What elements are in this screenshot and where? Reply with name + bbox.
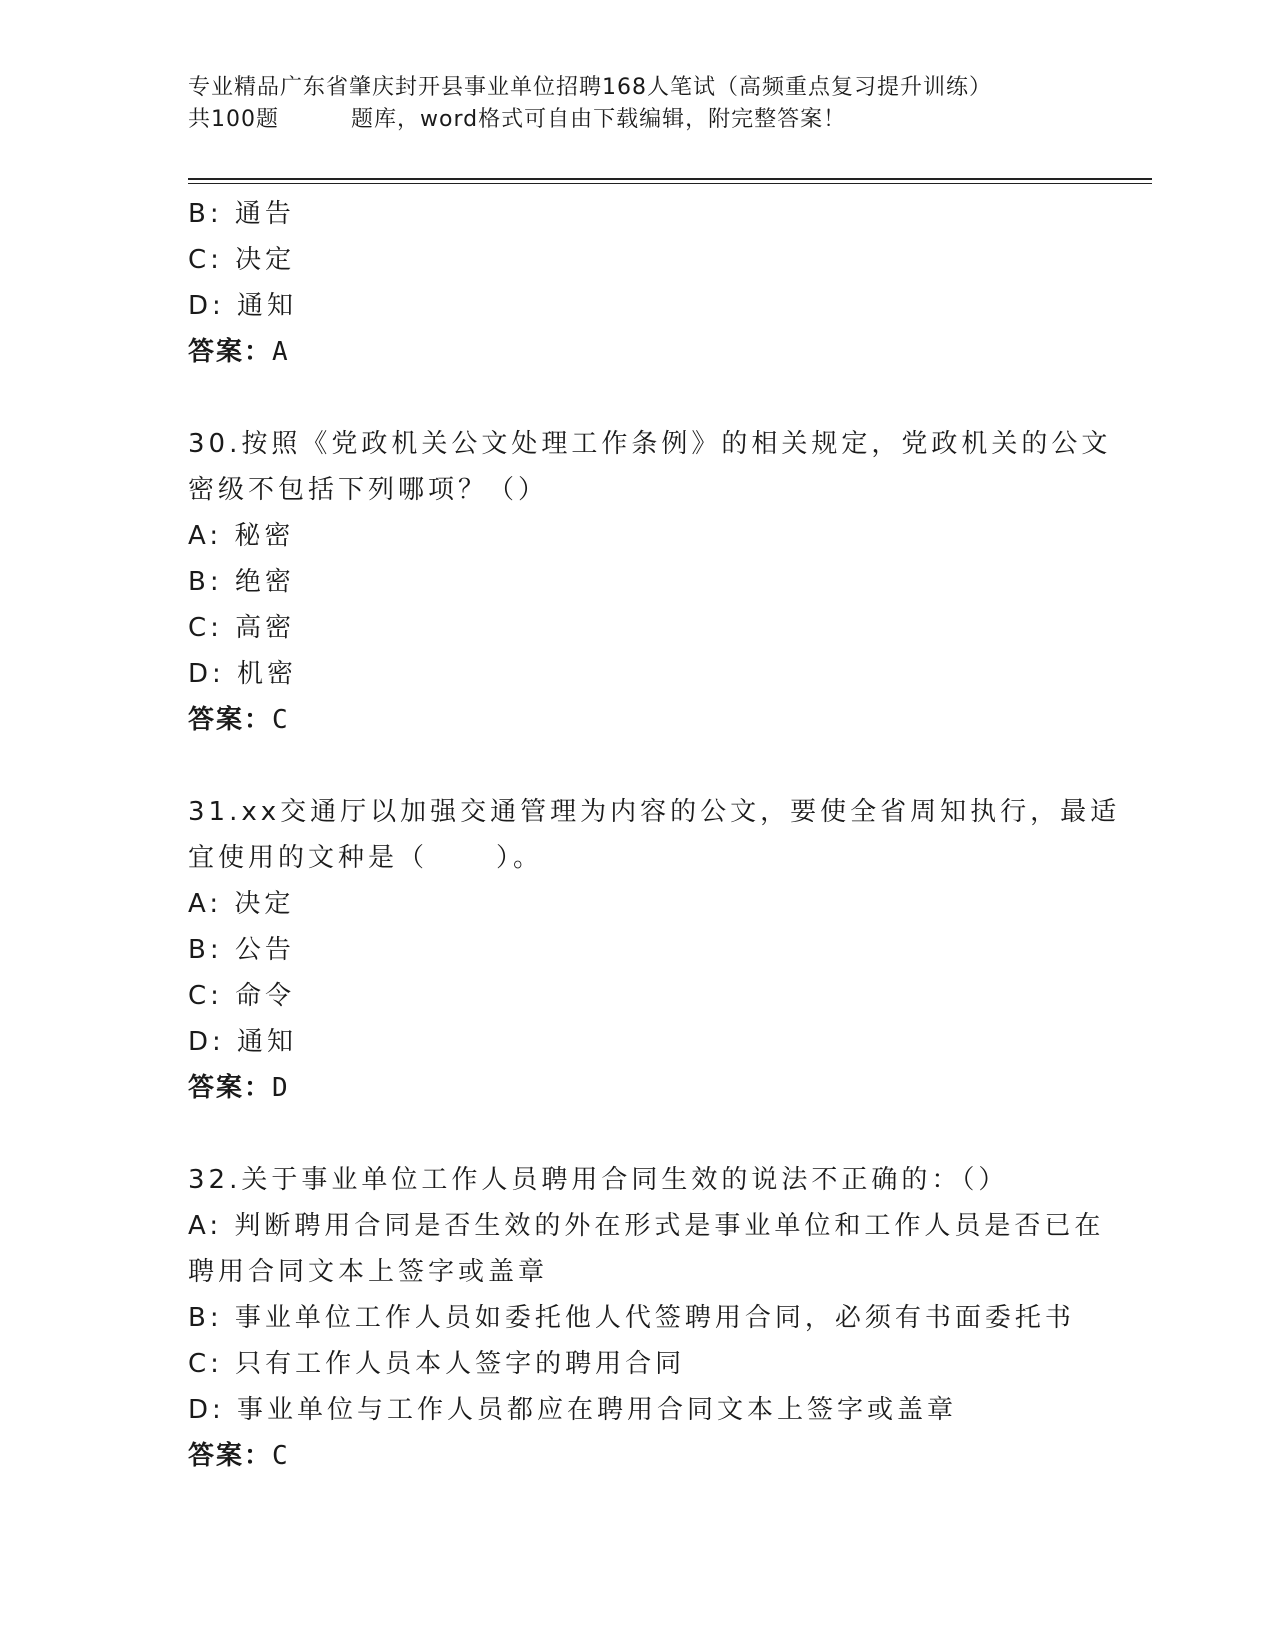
- question-32: [188, 1157, 1105, 1479]
- option-a: A: 决定: [188, 889, 295, 919]
- answer-line: [188, 697, 1088, 743]
- option-b: B: 事业单位工作人员如委托他人代签聘用合同，必须有书面委托书: [188, 1303, 1075, 1333]
- stem-text-before-blank: 宜使用的文种是（: [188, 843, 429, 873]
- answer-line: [188, 1433, 1088, 1479]
- option-a-cont: 聘用合同文本上签字或盖章: [188, 1257, 549, 1287]
- header-question-count: 共100题: [188, 107, 279, 132]
- option-d: D: 事业单位与工作人员都应在聘用合同文本上签字或盖章: [188, 1395, 958, 1425]
- header-divider-thick: [188, 178, 1152, 180]
- option-d: D: 通知: [188, 1027, 298, 1057]
- question-30: [188, 421, 1112, 743]
- answer-line: [188, 1065, 1088, 1111]
- header-description: 题库，word格式可自由下载编辑，附完整答案！: [351, 107, 847, 132]
- option-c: C: 决定: [188, 245, 296, 275]
- answer-label: 答案：: [188, 337, 273, 367]
- question-stem-cont: [188, 835, 1088, 881]
- option-b: B: 通告: [188, 199, 295, 229]
- question-stem: 31.xx交通厅以加强交通管理为内容的公文，要使全省周知执行，最适: [188, 797, 1121, 827]
- document-header: [188, 72, 1138, 136]
- answer-value: C: [272, 705, 290, 735]
- answer-line: [188, 329, 1088, 375]
- question-stem: 32.关于事业单位工作人员聘用合同生效的说法不正确的：（）: [188, 1165, 1009, 1195]
- answer-value: A: [272, 337, 290, 367]
- question-stem: 30.按照《党政机关公文处理工作条例》的相关规定，党政机关的公文: [188, 429, 1112, 459]
- answer-value: D: [272, 1073, 290, 1103]
- header-title-line: 专业精品广东省肇庆封开县事业单位招聘168人笔试（高频重点复习提升训练）: [188, 75, 992, 100]
- answer-label: 答案：: [188, 1441, 273, 1471]
- option-a: A: 秘密: [188, 521, 295, 551]
- document-body: [188, 191, 1121, 1479]
- option-c: C: 命令: [188, 981, 296, 1011]
- option-d: D: 机密: [188, 659, 298, 689]
- option-c: C: 只有工作人员本人签字的聘用合同: [188, 1349, 686, 1379]
- question-stem-cont: 密级不包括下列哪项？（）: [188, 475, 549, 505]
- answer-label: 答案：: [188, 705, 273, 735]
- option-b: B: 绝密: [188, 567, 295, 597]
- question-29-continued: [188, 191, 1088, 375]
- stem-text-after-blank: ）。: [496, 843, 544, 873]
- answer-label: 答案：: [188, 1073, 273, 1103]
- header-divider-thin: [188, 183, 1152, 184]
- header-subtitle-line: [188, 104, 1138, 136]
- answer-value: C: [272, 1441, 290, 1471]
- question-31: [188, 789, 1121, 1111]
- option-c: C: 高密: [188, 613, 296, 643]
- option-a: A: 判断聘用合同是否生效的外在形式是事业单位和工作人员是否已在: [188, 1211, 1105, 1241]
- option-b: B: 公告: [188, 935, 295, 965]
- option-d: D: 通知: [188, 291, 298, 321]
